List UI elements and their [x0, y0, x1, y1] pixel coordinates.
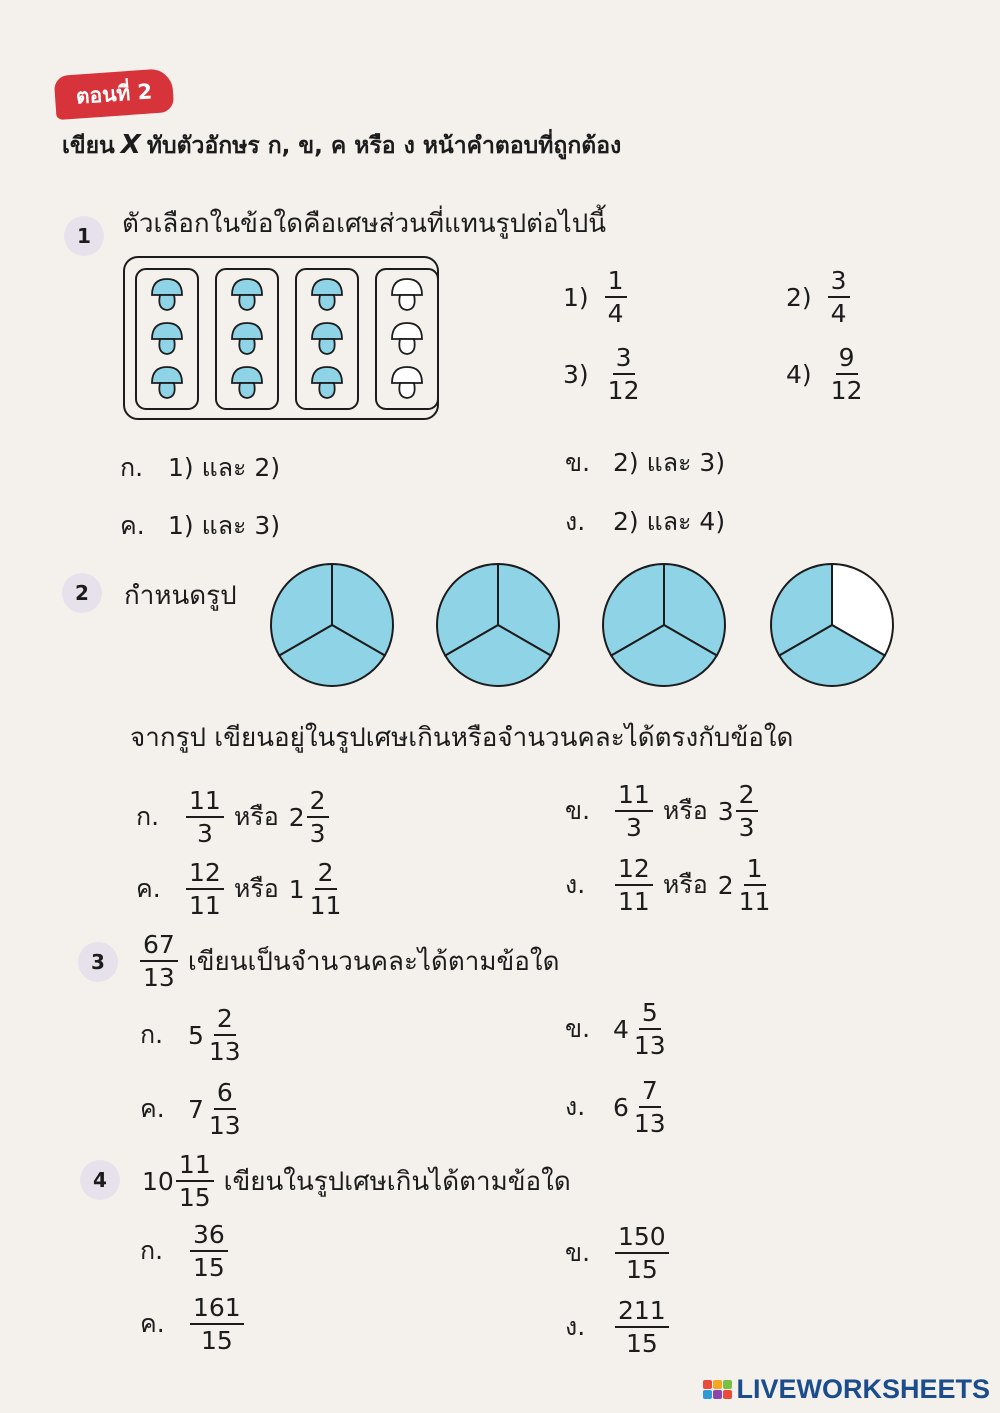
answer-choice[interactable]: ข. $\frac{11}{3}$ หรือ 3 $\frac{2}{3}$ — [565, 782, 760, 840]
fraction: $\frac{211}{15}$ — [615, 1298, 669, 1356]
section-badge: ตอนที่ 2 — [54, 68, 175, 120]
answer-choice[interactable]: ค. 1) และ 3) — [120, 511, 281, 540]
fraction: $\frac{2}{13}$ — [208, 1004, 241, 1066]
answer-choice[interactable]: ข. $\frac{150}{15}$ — [565, 1224, 671, 1282]
circle-fraction-figure — [262, 555, 902, 695]
answer-choice[interactable]: ก. $\frac{36}{15}$ — [140, 1222, 230, 1280]
mushroom-icon — [312, 367, 342, 398]
answer-choice[interactable]: ค. $\frac{12}{11}$ หรือ 1 $\frac{2}{11}$ — [136, 860, 346, 918]
mushroom-icon — [152, 279, 182, 310]
answer-choice[interactable]: ก. 1) และ 2) — [120, 453, 281, 482]
fraction: $\frac{7}{13}$ — [633, 1076, 666, 1138]
answer-choice[interactable]: ง. $\frac{211}{15}$ — [565, 1298, 671, 1356]
question-prompt: จากรูป เขียนอยู่ในรูปเศษเกินหรือจำนวนคละได้ตรงกับข้อใด — [130, 723, 794, 753]
liveworksheets-logo: LIVEWORKSHEETS — [703, 1374, 990, 1405]
fraction: $\frac{36}{15}$ — [190, 1222, 228, 1280]
mushroom-icon — [152, 367, 182, 398]
fraction: $\frac{11}{3}$ — [186, 788, 224, 846]
instruction: เขียน X ทับตัวอักษร ก, ข, ค หรือ ง หน้าคำตอบที่ถูกต้อง — [62, 130, 622, 160]
x-mark-icon: X — [120, 130, 141, 160]
mushroom-icon — [392, 323, 422, 354]
fraction-option: 1) $\frac{1}{4}$ — [563, 268, 629, 326]
answer-choice[interactable]: ก. $\frac{11}{3}$ หรือ 2 $\frac{2}{3}$ — [136, 788, 331, 846]
mushroom-groups-figure — [122, 255, 442, 423]
answer-choice[interactable]: ค. 7 $\frac{6}{13}$ — [140, 1080, 246, 1138]
mushroom-icon — [312, 279, 342, 310]
fraction: $\frac{150}{15}$ — [615, 1224, 669, 1282]
fraction: $\frac{2}{11}$ — [309, 858, 342, 920]
question-text: กำหนดรูป — [124, 581, 237, 611]
fraction: $\frac{1}{4}$ — [605, 268, 627, 326]
question-number: 1 — [64, 216, 104, 256]
fraction: $\frac{12}{11}$ — [615, 856, 653, 914]
mushroom-icon — [232, 279, 262, 310]
fraction: $\frac{11}{15}$ — [176, 1152, 214, 1210]
answer-choice[interactable]: ข. 4 $\frac{5}{13}$ — [565, 1000, 671, 1058]
fraction: $\frac{5}{13}$ — [633, 998, 666, 1060]
question-text: $\frac{67}{13}$ เขียนเป็นจำนวนคละได้ตามข้อใด — [138, 932, 559, 990]
fraction: $\frac{161}{15}$ — [190, 1295, 244, 1353]
fraction: $\frac{12}{11}$ — [186, 860, 224, 918]
answer-choice[interactable]: ข. 2) และ 3) — [565, 448, 726, 477]
mushroom-icon — [232, 367, 262, 398]
fraction: $\frac{6}{13}$ — [208, 1078, 241, 1140]
question-number: 4 — [80, 1160, 120, 1200]
fraction: $\frac{3}{12}$ — [607, 343, 640, 405]
answer-choice[interactable]: ง. 2) และ 4) — [565, 507, 726, 536]
logo-grid-icon — [703, 1380, 732, 1399]
mushroom-icon — [312, 323, 342, 354]
answer-choice[interactable]: ง. $\frac{12}{11}$ หรือ 2 $\frac{1}{11}$ — [565, 856, 775, 914]
answer-choice[interactable]: ง. 6 $\frac{7}{13}$ — [565, 1078, 671, 1136]
question-text: 10 $\frac{11}{15}$ เขียนในรูปเศษเกินได้ตามข้อใด — [142, 1150, 571, 1212]
fraction: $\frac{1}{11}$ — [738, 854, 771, 916]
fraction: $\frac{3}{4}$ — [828, 268, 850, 326]
fraction: $\frac{67}{13}$ — [140, 932, 178, 990]
fraction: $\frac{2}{3}$ — [736, 782, 758, 840]
mushroom-icon — [392, 367, 422, 398]
mushroom-icon — [232, 323, 262, 354]
fraction-option: 2) $\frac{3}{4}$ — [786, 268, 852, 326]
answer-choice[interactable]: ค. $\frac{161}{15}$ — [140, 1295, 246, 1353]
mushroom-icon — [392, 279, 422, 310]
question-number: 2 — [62, 573, 102, 613]
fraction: $\frac{11}{3}$ — [615, 782, 653, 840]
mushroom-icon — [152, 323, 182, 354]
fraction: $\frac{2}{3}$ — [307, 788, 329, 846]
question-text: ตัวเลือกในข้อใดคือเศษส่วนที่แทนรูปต่อไปนี้ — [122, 209, 607, 239]
question-number: 3 — [78, 942, 118, 982]
answer-choice[interactable]: ก. 5 $\frac{2}{13}$ — [140, 1006, 246, 1064]
fraction-option: 3) $\frac{3}{12}$ — [563, 345, 644, 403]
fraction: $\frac{9}{12}$ — [830, 343, 863, 405]
fraction-option: 4) $\frac{9}{12}$ — [786, 345, 867, 403]
